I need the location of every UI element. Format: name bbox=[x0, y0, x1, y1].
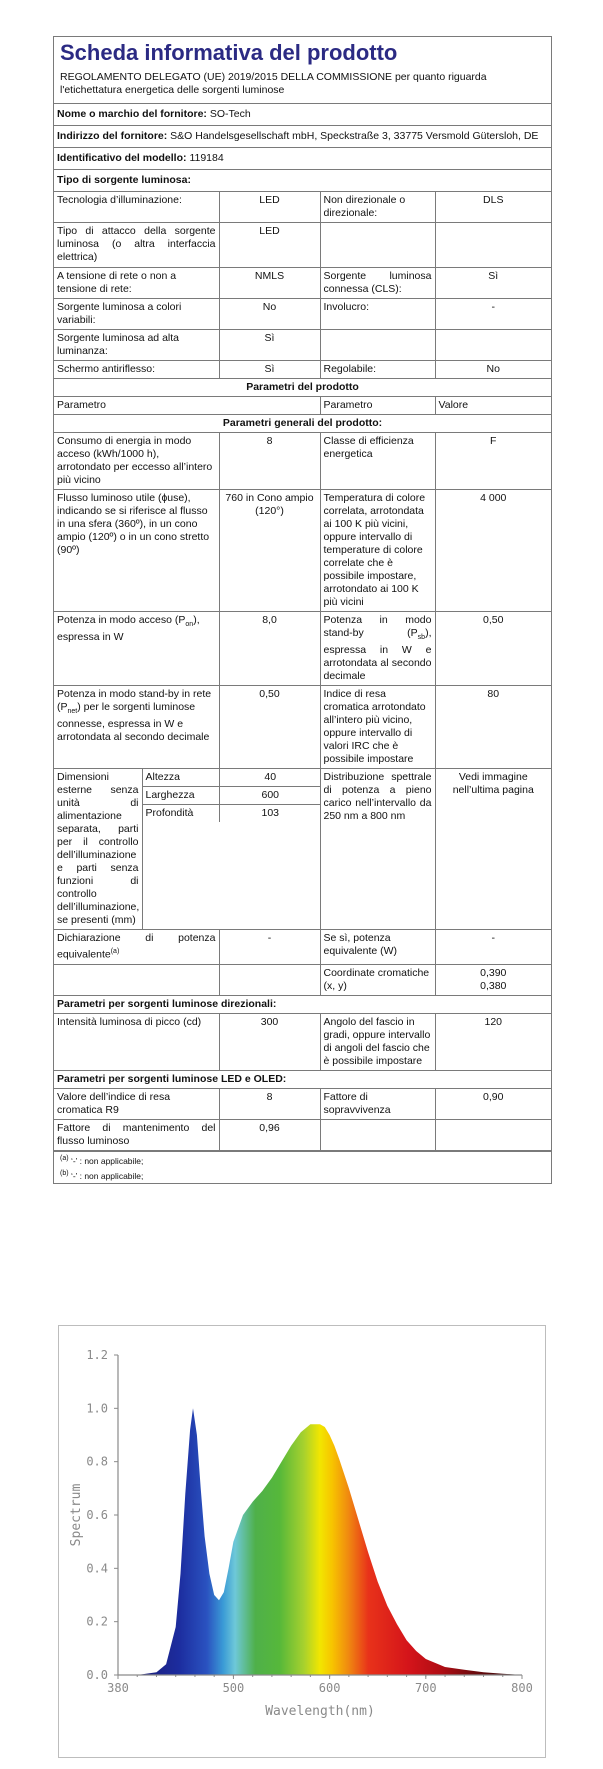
param-label: Indice di resa cromatica arrotondato all’intero più vicino, oppure intervallo di valori IRC che è possibile impostare bbox=[320, 686, 435, 769]
dimension-name: Altezza bbox=[143, 769, 220, 787]
dimension-row bbox=[143, 805, 321, 823]
y-axis-label: Spectrum bbox=[69, 1483, 84, 1547]
param-label: Involucro: bbox=[320, 299, 435, 330]
param-value: 0,90 bbox=[435, 1088, 551, 1119]
param-label: Potenza in modo stand-by $(P_{sb})$, espressa in W e arrotondata al secondo decimale bbox=[320, 612, 435, 686]
param-label: Potenza in modo acceso $(P_{on})$, espressa in W bbox=[54, 612, 219, 686]
spectral-distribution-value: Vedi immagine nell’ultima pagina bbox=[435, 769, 551, 930]
param-value: - bbox=[435, 930, 551, 965]
params-heading-row bbox=[54, 379, 551, 397]
directional-heading-row bbox=[54, 995, 551, 1013]
dimension-name: Profondità bbox=[143, 805, 220, 823]
dimension-row bbox=[143, 769, 321, 787]
y-tick-label: 0.6 bbox=[86, 1508, 108, 1522]
param-label bbox=[320, 1119, 435, 1150]
y-tick-label: 0.0 bbox=[86, 1668, 108, 1682]
param-value: 8,0 bbox=[219, 612, 320, 686]
param-value: 8 bbox=[219, 433, 320, 490]
y-tick-label: 0.4 bbox=[86, 1561, 108, 1576]
param-value: No bbox=[435, 361, 551, 379]
param-value bbox=[435, 1119, 551, 1150]
chromaticity-value: 0,390 0,380 bbox=[435, 964, 551, 995]
directional-heading: Parametri per sorgenti luminose direzionali: bbox=[54, 995, 551, 1013]
general-params-heading: Parametri generali del prodotto: bbox=[54, 415, 551, 433]
dimensions-table bbox=[143, 769, 321, 822]
x-tick-label: 380 bbox=[107, 1681, 129, 1695]
param-label: Se sì, potenza equivalente (W) bbox=[320, 930, 435, 965]
dimensions-row bbox=[54, 769, 551, 930]
spectrum-chart-svg bbox=[58, 1325, 546, 1758]
param-label: Regolabile: bbox=[320, 361, 435, 379]
source-type-row bbox=[54, 223, 551, 268]
param-label: A tensione di rete o non a tensione di rete: bbox=[54, 268, 219, 299]
source-type-heading-row bbox=[54, 170, 551, 192]
footnote-b: $^{(b)}$ ‘-’ : non applicabile; bbox=[60, 1170, 144, 1182]
source-type-heading: Tipo di sorgente luminosa: bbox=[54, 170, 551, 192]
supplier-name-value: SO-Tech bbox=[209, 108, 251, 120]
param-value: No bbox=[219, 299, 320, 330]
supplier-address-value: S&O Handelsgesellschaft mbH, Speckstraße 3, 33775 Versmold Gütersloh, DE bbox=[170, 130, 539, 142]
y-tick-label: 0.2 bbox=[86, 1614, 108, 1629]
x-tick-label: 600 bbox=[318, 1681, 341, 1695]
param-value: 0,96 bbox=[219, 1119, 320, 1150]
param-value: 760 in Cono ampio (120°) bbox=[219, 490, 320, 612]
dimensions-label: Dimensioni esterne senza unità di alimentazione separata, parti per il controllo dell’illuminazione e parti senza funzioni di controllo dell’illuminazione, se presenti (mm) bbox=[54, 769, 142, 930]
x-tick-label: 800 bbox=[511, 1681, 533, 1695]
param-label: Consumo di energia in modo acceso (kWh/1000 h), arrotondato per eccesso all’intero più vicino bbox=[54, 433, 219, 490]
param-value: 80 bbox=[435, 686, 551, 769]
led-heading-row bbox=[54, 1070, 551, 1088]
footnotes bbox=[54, 1151, 551, 1184]
param-label: Classe di efficienza energetica bbox=[320, 433, 435, 490]
param-label: Schermo antiriflesso: bbox=[54, 361, 219, 379]
param-value bbox=[435, 223, 551, 268]
param-value: 0,50 bbox=[435, 612, 551, 686]
param-label: Tecnologia d’illuminazione: bbox=[54, 192, 219, 223]
param-value: LED bbox=[219, 223, 320, 268]
directional-row bbox=[54, 1013, 551, 1070]
source-type-row bbox=[54, 330, 551, 361]
model-label: Identificativo del modello: bbox=[57, 152, 187, 164]
param-row bbox=[54, 686, 551, 769]
param-value: 0,50 bbox=[219, 686, 320, 769]
param-value: LED bbox=[219, 192, 320, 223]
supplier-address-row bbox=[54, 126, 551, 148]
dimensions-cell bbox=[142, 769, 320, 930]
param-value: - bbox=[435, 299, 551, 330]
y-tick-label: 1.2 bbox=[86, 1348, 108, 1362]
param-value: - bbox=[219, 930, 320, 965]
chromaticity-row bbox=[54, 964, 551, 995]
param-value: DLS bbox=[435, 192, 551, 223]
param-label: Coordinate cromatiche (x, y) bbox=[320, 964, 435, 995]
spectrum-chart bbox=[58, 1325, 546, 1758]
y-tick-label: 1.0 bbox=[86, 1401, 108, 1416]
param-value: Sì bbox=[219, 330, 320, 361]
column-header-param: Parametro bbox=[320, 397, 435, 415]
param-label: Fattore di mantenimento del flusso luminoso bbox=[54, 1119, 219, 1150]
param-label: Sorgente luminosa ad alta luminanza: bbox=[54, 330, 219, 361]
equivalent-power-row bbox=[54, 930, 551, 965]
param-label: Valore dell’indice di resa cromatica R9 bbox=[54, 1088, 219, 1119]
source-type-row bbox=[54, 361, 551, 379]
param-row bbox=[54, 490, 551, 612]
param-label bbox=[320, 330, 435, 361]
param-label: Dichiarazione di potenza equivalente$^{(a)}$ bbox=[54, 930, 219, 965]
x-axis-label: Wavelength(nm) bbox=[265, 1704, 375, 1719]
param-value: 120 bbox=[435, 1013, 551, 1070]
led-row bbox=[54, 1119, 551, 1150]
page-title: Scheda informativa del prodotto bbox=[60, 40, 398, 65]
params-heading: Parametri del prodotto bbox=[54, 379, 551, 397]
y-tick-label: 0.8 bbox=[86, 1454, 108, 1469]
param-value: F bbox=[435, 433, 551, 490]
param-value: Sì bbox=[219, 361, 320, 379]
x-tick-label: 700 bbox=[414, 1681, 437, 1695]
param-label: Sorgente luminosa connessa (CLS): bbox=[320, 268, 435, 299]
dimension-value: 600 bbox=[220, 787, 321, 805]
dimension-value: 103 bbox=[220, 805, 321, 823]
led-heading: Parametri per sorgenti luminose LED e OLED: bbox=[54, 1070, 551, 1088]
header bbox=[54, 37, 551, 104]
supplier-address-label: Indirizzo del fornitore: bbox=[57, 130, 168, 142]
regulation-text: REGOLAMENTO DELEGATO (UE) 2019/2015 DELLA COMMISSIONE per quanto riguarda l'etichettatura energetica delle sorgenti luminose bbox=[60, 71, 487, 96]
param-label: Flusso luminoso utile (ɸuse), indicando se si riferisce al flusso in una sfera (360º), in un cono ampio (120º) o in un cono stretto (90º) bbox=[54, 490, 219, 612]
dimension-name: Larghezza bbox=[143, 787, 220, 805]
general-params-heading-row bbox=[54, 415, 551, 433]
param-value bbox=[435, 330, 551, 361]
param-label: Fattore di sopravvivenza bbox=[320, 1088, 435, 1119]
info-table bbox=[54, 104, 551, 1151]
param-value: 4 000 bbox=[435, 490, 551, 612]
param-value: Sì bbox=[435, 268, 551, 299]
dimension-value: 40 bbox=[220, 769, 321, 787]
param-label: Temperatura di colore correlata, arrotondata ai 100 K più vicini, oppure intervallo di temperature di colore correlate che è possibile impostare, arrotondato ai 100 K più vicini bbox=[320, 490, 435, 612]
footnote-a: $^{(a)}$ ‘-’ : non applicabile; bbox=[60, 1154, 144, 1166]
dimension-row bbox=[143, 787, 321, 805]
source-type-row bbox=[54, 268, 551, 299]
params-column-header-row bbox=[54, 397, 551, 415]
param-row bbox=[54, 612, 551, 686]
x-tick-label: 500 bbox=[222, 1681, 245, 1695]
supplier-name-label: Nome o marchio del fornitore: bbox=[57, 108, 207, 120]
param-value: NMLS bbox=[219, 268, 320, 299]
led-row bbox=[54, 1088, 551, 1119]
param-label: Non direzionale o direzionale: bbox=[320, 192, 435, 223]
param-label: Angolo del fascio in gradi, oppure intervallo di angoli del fascio che è possibile impostare bbox=[320, 1013, 435, 1070]
param-value: 8 bbox=[219, 1088, 320, 1119]
param-label bbox=[320, 223, 435, 268]
column-header-value: Valore bbox=[435, 397, 551, 415]
supplier-name-row bbox=[54, 104, 551, 126]
spectral-distribution-label: Distribuzione spettrale di potenza a pieno carico nell’intervallo da 250 nm a 800 nm bbox=[320, 769, 435, 930]
model-value: 119184 bbox=[189, 152, 224, 164]
param-row bbox=[54, 433, 551, 490]
source-type-row bbox=[54, 299, 551, 330]
source-type-row bbox=[54, 192, 551, 223]
model-row bbox=[54, 148, 551, 170]
param-label: Potenza in modo stand-by in rete $(P_{net})$ per le sorgenti luminose connesse, espressa in W e arrotondata al secondo decimale bbox=[54, 686, 219, 769]
param-label: Sorgente luminosa a colori variabili: bbox=[54, 299, 219, 330]
param-label: Intensità luminosa di picco (cd) bbox=[54, 1013, 219, 1070]
product-info-sheet bbox=[53, 36, 552, 1184]
param-value: 300 bbox=[219, 1013, 320, 1070]
param-label: Tipo di attacco della sorgente luminosa (o altra interfaccia elettrica) bbox=[54, 223, 219, 268]
column-header-param: Parametro bbox=[54, 397, 320, 415]
